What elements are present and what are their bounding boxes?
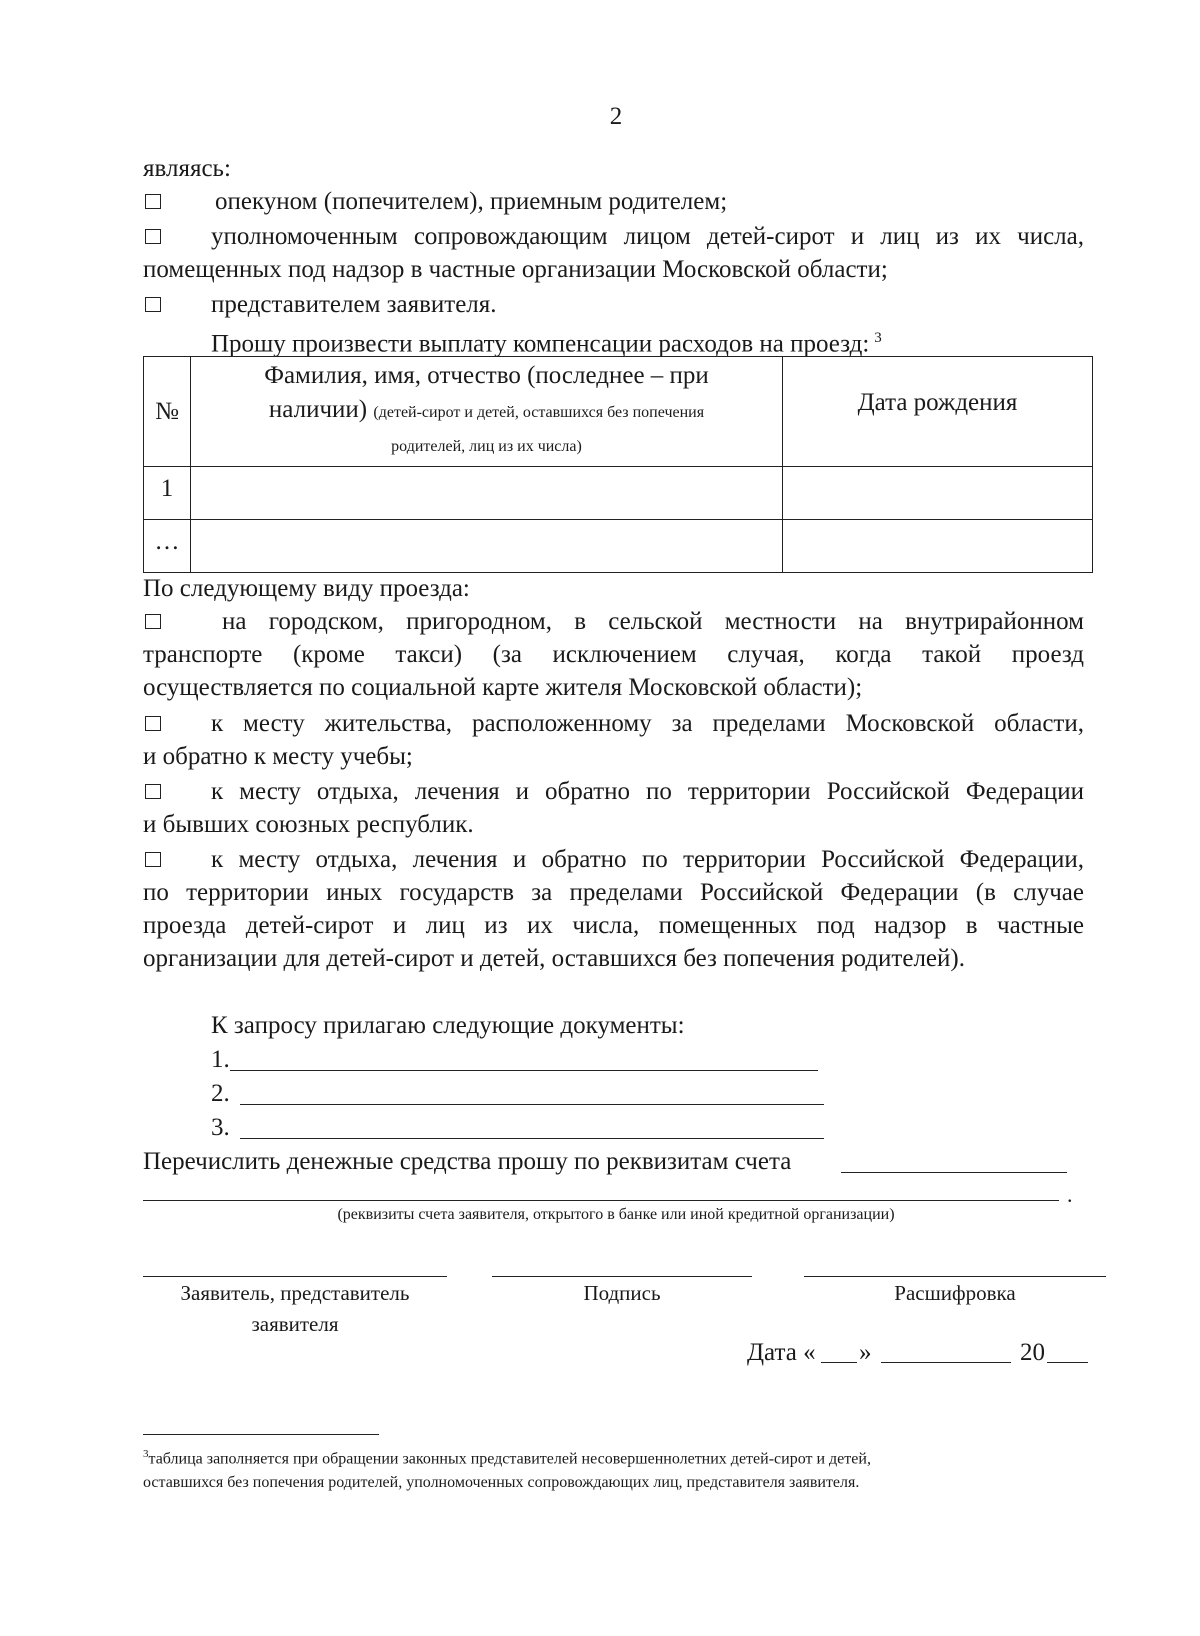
travel-residence-text-2: и обратно к месту учебы; [143, 743, 413, 770]
travel-rest-abroad-text-1: к месту отдыха, лечения и обратно по территории Российской Федерации, [211, 846, 1084, 873]
table-row-number: … [144, 520, 191, 573]
document-line-3[interactable] [240, 1138, 824, 1139]
table-header-name [191, 357, 783, 467]
decoding-line[interactable] [804, 1276, 1106, 1277]
checkbox-travel-residence[interactable] [145, 716, 161, 731]
travel-rest-abroad-text-3: проезда детей-сирот и лиц из их числа, помещенных под надзор в частные [143, 912, 1084, 939]
travel-heading: По следующему виду проезда: [143, 575, 470, 602]
applicant-caption [143, 1278, 447, 1340]
checkbox-travel-rest-abroad[interactable] [145, 852, 161, 867]
travel-rest-rf-text-2: и бывших союзных республик. [143, 811, 474, 838]
table-header-name-line2: наличии) [268, 396, 368, 423]
checkbox-representative[interactable] [145, 297, 161, 312]
footnote-ref: 3 [874, 330, 882, 346]
date-year-line[interactable] [1047, 1362, 1088, 1363]
account-period: . [1067, 1182, 1073, 1207]
table-row [144, 467, 1093, 520]
footnote-line1: таблица заполняется при обращении законных представителей несовершеннолетних детей-сирот и детей, [148, 1450, 871, 1468]
travel-rest-abroad-text-2: по территории иных государств за пределами Российской Федерации (в случае [143, 879, 1084, 906]
date-day-line[interactable] [821, 1362, 857, 1363]
children-table [143, 356, 1093, 573]
request-text: Прошу произвести выплату компенсации расходов на проезд: [211, 330, 870, 358]
document-line-1[interactable] [230, 1070, 818, 1071]
decoding-caption: Расшифровка [894, 1281, 1016, 1305]
checkbox-escort[interactable] [145, 229, 161, 244]
applicant-line[interactable] [143, 1276, 447, 1277]
account-line-1[interactable] [841, 1172, 1067, 1173]
travel-city-text-3: осуществляется по социальной карте жителя Московской области); [143, 674, 863, 701]
table-header-date: Дата рождения [783, 357, 1093, 467]
travel-rest-abroad-text-4: организации для детей-сирот и детей, оставшихся без попечения родителей). [143, 945, 965, 972]
date-month-line[interactable] [881, 1362, 1011, 1363]
role-representative-text: представителем заявителя. [211, 291, 497, 318]
signature-line[interactable] [492, 1276, 752, 1277]
table-row [144, 520, 1093, 573]
role-escort-text-2: помещенных под надзор в частные организации Московской области; [143, 256, 888, 283]
applicant-caption-line2: заявителя [251, 1312, 339, 1336]
footnote-separator [143, 1434, 379, 1435]
table-cell-date-input[interactable] [783, 520, 1093, 573]
date-label: Дата « [747, 1339, 816, 1366]
account-caption: (реквизиты счета заявителя, открытого в банке или иной кредитной организации) [337, 1206, 895, 1223]
travel-residence-text-1: к месту жительства, расположенному за пределами Московской области, [211, 710, 1084, 737]
checkbox-travel-rest-rf[interactable] [145, 784, 161, 799]
table-cell-name-input[interactable] [191, 467, 783, 520]
travel-city-text-2: транспорте (кроме такси) (за исключением случая, когда такой проезд [143, 641, 1084, 668]
table-cell-name-input[interactable] [191, 520, 783, 573]
footnote-mark: 3 [143, 1448, 149, 1460]
table-header-name-small1: (детей-сирот и детей, оставшихся без попечения [373, 404, 705, 421]
checkbox-travel-city[interactable] [145, 614, 161, 629]
footnote-line2: оставшихся без попечения родителей, уполномоченных сопровождающих лиц, представителя заявителя. [143, 1474, 860, 1492]
table-header-no: № [144, 357, 191, 467]
applicant-caption-line1: Заявитель, представитель [180, 1281, 410, 1305]
table-header-name-line1: Фамилия, имя, отчество (последнее – при [264, 362, 709, 389]
request-line [211, 322, 882, 360]
footnote [143, 1442, 1143, 1495]
date-year-prefix: 20 [1020, 1339, 1045, 1366]
role-escort-text-1: уполномоченным сопровождающим лицом детей-сирот и лиц из их числа, [211, 223, 1084, 250]
checkbox-guardian[interactable] [145, 194, 161, 209]
table-cell-date-input[interactable] [783, 467, 1093, 520]
document-number-3: 3. [211, 1114, 230, 1141]
date-close-quote: » [859, 1339, 872, 1366]
signature-caption: Подпись [583, 1281, 661, 1305]
intro-text: являясь: [143, 155, 231, 182]
account-line-2[interactable] [143, 1200, 1059, 1201]
table-row-number: 1 [144, 467, 191, 520]
travel-city-text-1: на городском, пригородном, в сельской местности на внутрирайонном [222, 608, 1084, 635]
document-number-1: 1. [211, 1046, 230, 1073]
document-number-2: 2. [211, 1080, 230, 1107]
table-header-name-small2: родителей, лиц из их числа) [391, 438, 582, 455]
document-line-2[interactable] [240, 1104, 824, 1105]
transfer-text: Перечислить денежные средства прошу по реквизитам счета [143, 1148, 792, 1175]
role-guardian-text: опекуном (попечителем), приемным родителем; [215, 188, 728, 215]
page-number: 2 [609, 103, 623, 130]
documents-heading: К запросу прилагаю следующие документы: [211, 1012, 685, 1039]
travel-rest-rf-text-1: к месту отдыха, лечения и обратно по территории Российской Федерации [211, 778, 1084, 805]
